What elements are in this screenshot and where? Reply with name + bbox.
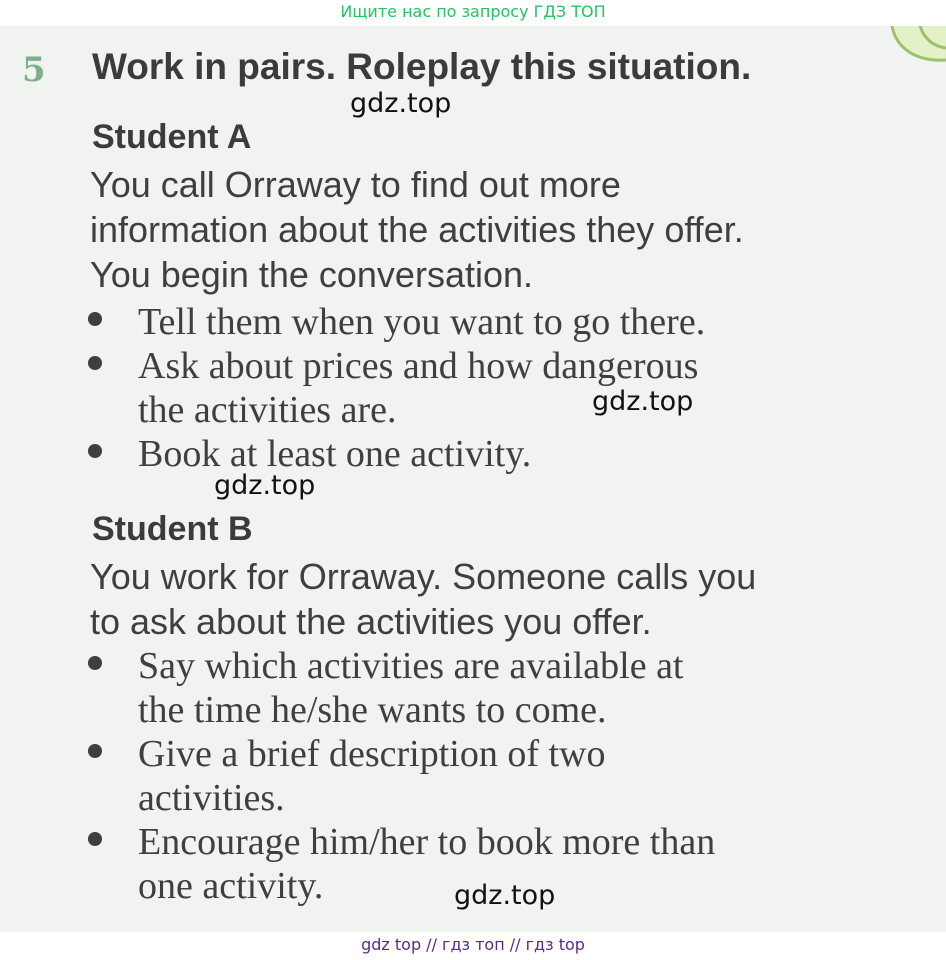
student-b-task-list xyxy=(84,644,715,908)
student-b-intro-line: to ask about the activities you offer. xyxy=(90,601,652,642)
student-b-heading: Student B xyxy=(92,510,253,548)
student-a-intro xyxy=(90,162,744,297)
bullet-icon xyxy=(88,444,102,458)
watermark: gdz.top xyxy=(350,88,452,119)
task-line: activities. xyxy=(138,777,285,819)
bullet-icon xyxy=(88,832,102,846)
bullet-icon xyxy=(88,656,102,670)
bottom-banner xyxy=(0,932,946,960)
student-a-intro-line: You begin the conversation. xyxy=(90,254,534,295)
student-a-task-item xyxy=(84,432,705,476)
top-banner xyxy=(0,0,946,26)
task-line: the time he/she wants to come. xyxy=(138,689,607,731)
student-b-intro xyxy=(90,554,756,644)
bullet-icon xyxy=(88,744,102,758)
student-a-intro-line: information about the activities they offer. xyxy=(90,209,744,250)
task-line: Encourage him/her to book more than xyxy=(138,821,716,863)
watermark: gdz.top xyxy=(592,386,694,417)
bullet-icon xyxy=(88,312,102,326)
student-a-task-item xyxy=(84,300,705,344)
student-b-task-item xyxy=(84,644,715,732)
exercise-number: 5 xyxy=(22,50,46,90)
bullet-icon xyxy=(88,356,102,370)
watermark: gdz.top xyxy=(214,470,316,501)
task-line: Ask about prices and how dangerous xyxy=(138,345,699,387)
task-line: Tell them when you want to go there. xyxy=(138,301,706,343)
task-line: Say which activities are available at xyxy=(138,645,684,687)
task-line: one activity. xyxy=(138,865,324,907)
student-a-heading: Student A xyxy=(92,118,252,156)
task-line: Book at least one activity. xyxy=(138,433,532,475)
bottom-banner-text: gdz top // гдз топ // гдз top xyxy=(361,935,585,954)
corner-decoration xyxy=(886,26,946,66)
watermark: gdz.top xyxy=(454,880,556,911)
student-a-intro-line: You call Orraway to find out more xyxy=(90,164,621,205)
task-line: the activities are. xyxy=(138,389,397,431)
textbook-page xyxy=(0,26,946,932)
student-b-task-item xyxy=(84,732,715,820)
top-banner-text: Ищите нас по запросу ГДЗ ТОП xyxy=(340,2,606,21)
task-line: Give a brief description of two xyxy=(138,733,606,775)
exercise-title: Work in pairs. Roleplay this situation. xyxy=(92,46,752,87)
student-b-task-item xyxy=(84,820,715,908)
student-b-intro-line: You work for Orraway. Someone calls you xyxy=(90,556,757,597)
